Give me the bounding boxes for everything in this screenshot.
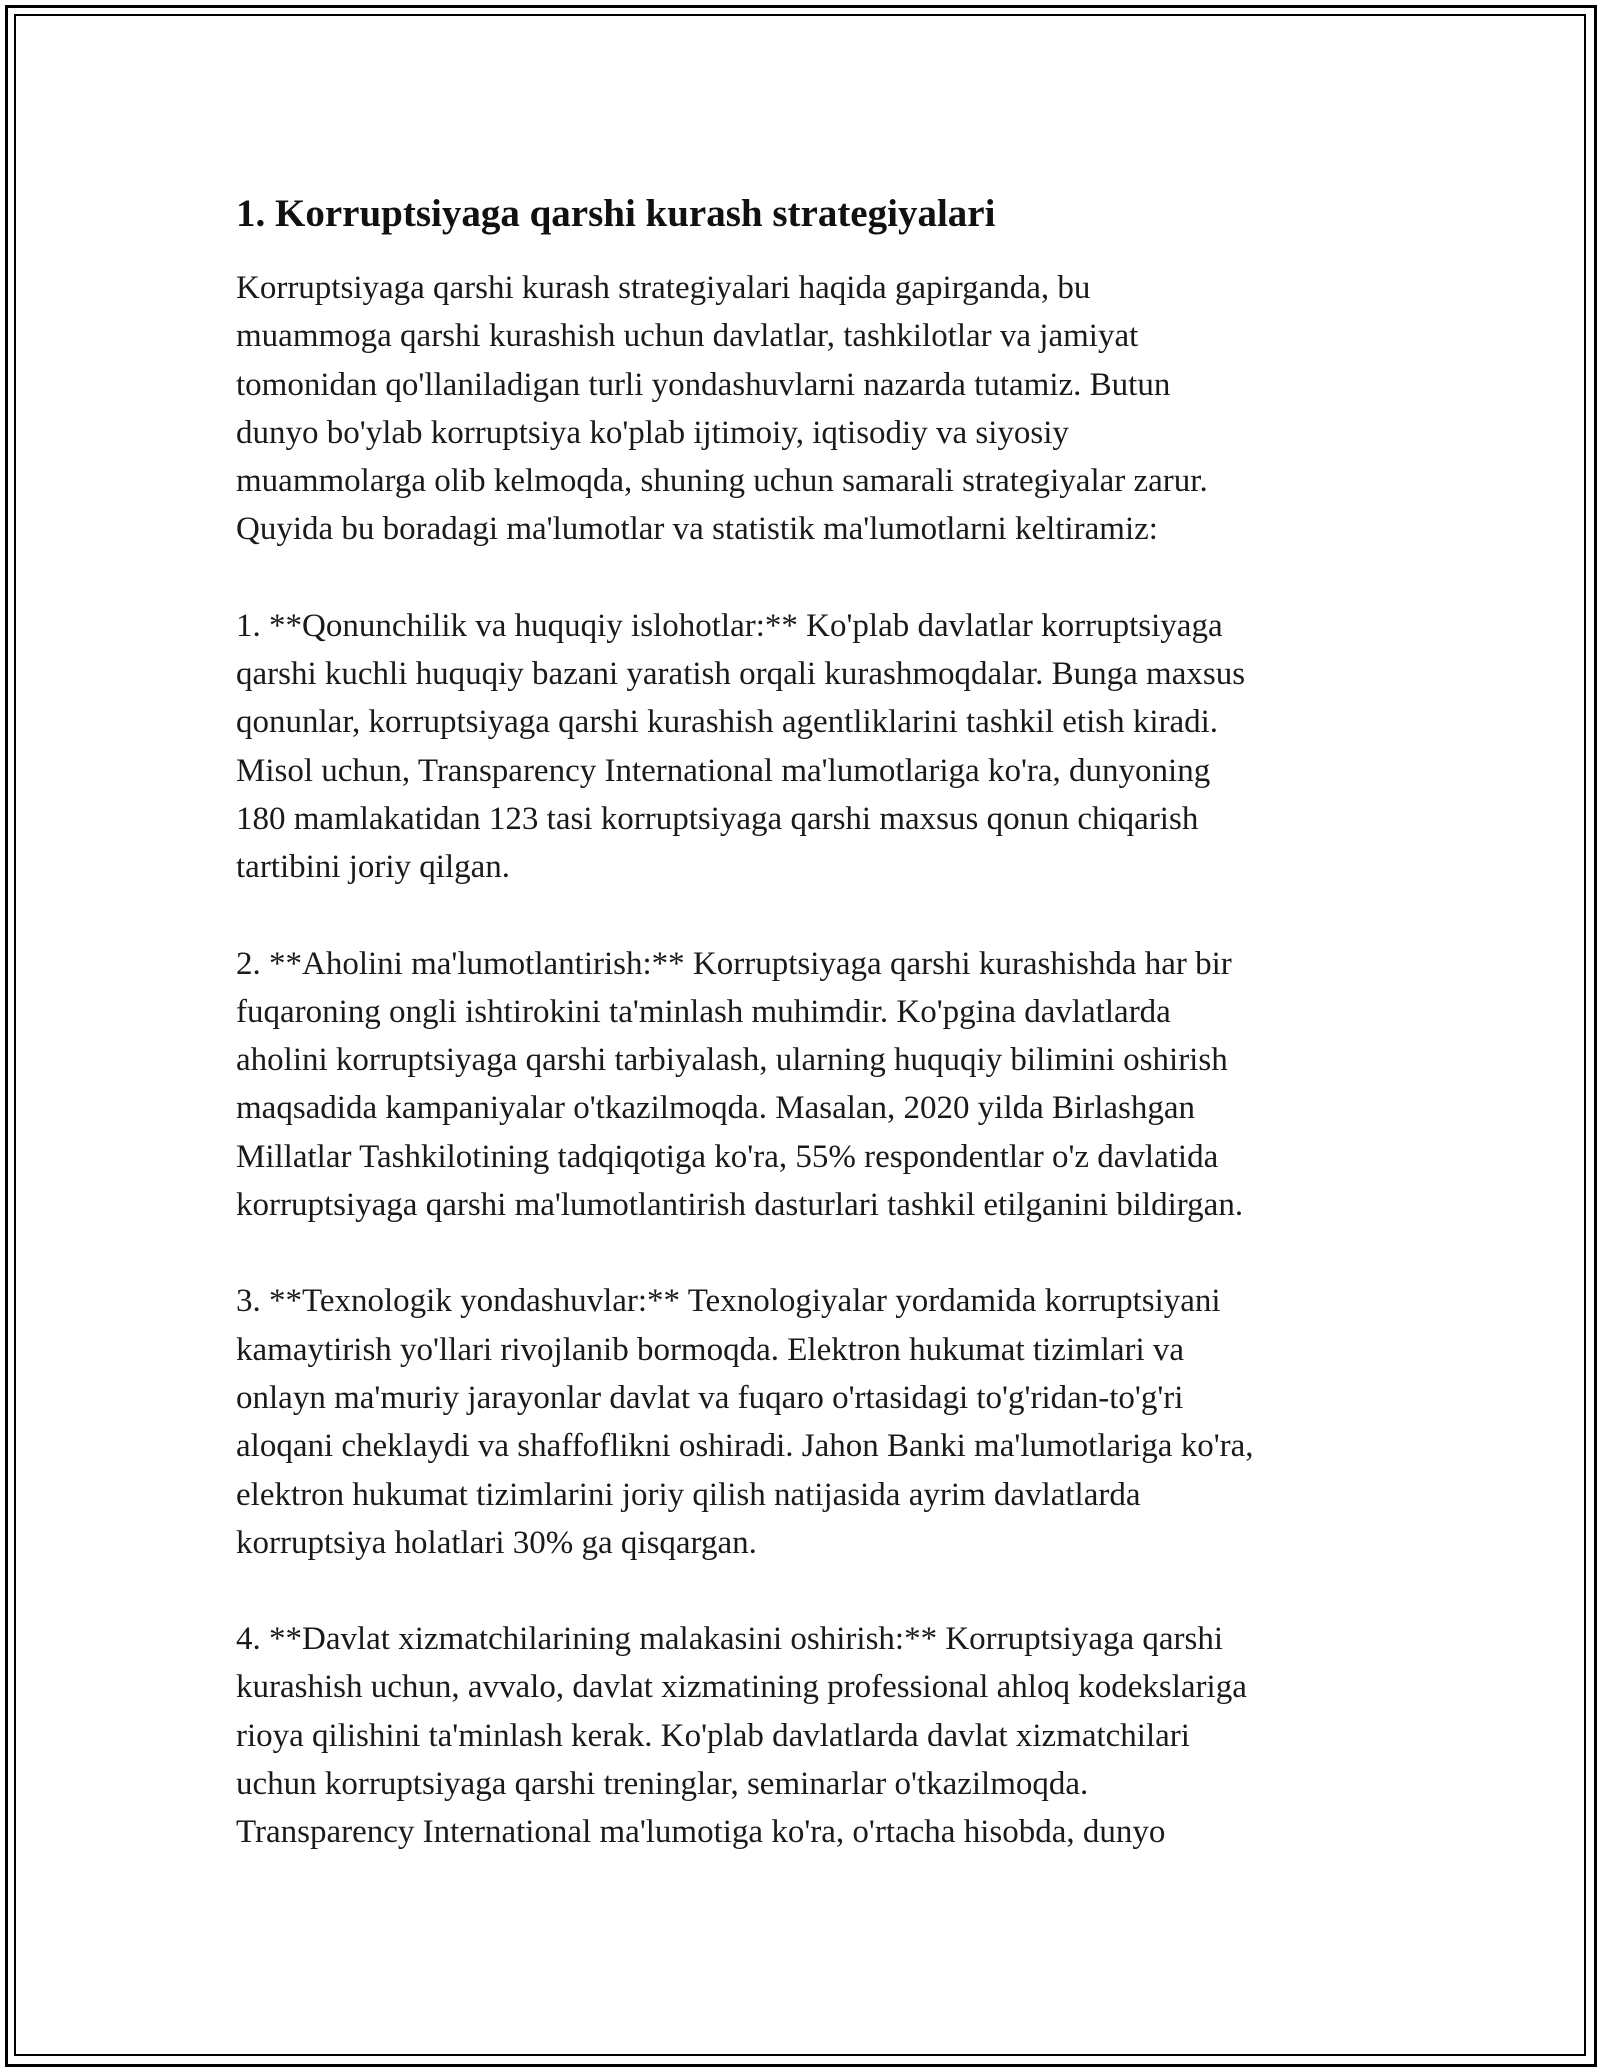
document-body [236, 188, 1376, 1905]
list-item-civil-servants: 4. **Davlat xizmatchilarining malakasini oshirish:** Korruptsiyaga qarshi kurashish uchun, avvalo, davlat xizmatining professional ahloq kodekslariga rioya qilishini ta'minlash kerak. Ko'plab davlatlarda davlat xizmatchilari uchun korruptsiyaga qarshi treninglar, seminarlar o'tkazilmoqda. Transparency International ma'lumotiga ko'ra, o'rtacha hisobda, dunyo [236, 1621, 1247, 1851]
intro-paragraph: Korruptsiyaga qarshi kurash strategiyalari haqida gapirganda, bu muammoga qarshi kurashish uchun davlatlar, tashkilotlar va jamiyat tomonidan qo'llaniladigan turli yondashuvlarni nazarda tutamiz. Butun dunyo bo'ylab korruptsiya ko'plab ijtimoiy, iqtisodiy va siyosiy muammolarga olib kelmoqda, shuning uchun samarali strategiyalar zarur. Quyida bu boradagi ma'lumotlar va statistik ma'lumotlarni keltiramiz: [236, 270, 1208, 548]
list-item-legislation: 1. **Qonunchilik va huquqiy islohotlar:** Ko'plab davlatlar korruptsiyaga qarshi kuchli huquqiy bazani yaratish orqali kurashmoqdalar. Bunga maxsus qonunlar, korruptsiyaga qarshi kurashish agentliklarini tashkil etish kiradi. Misol uchun, Transparency International ma'lumotlariga ko'ra, dunyoning 180 mamlakatidan 123 tasi korruptsiyaga qarshi maxsus qonun chiqarish tartibini joriy qilgan. [236, 607, 1246, 886]
list-item-public-awareness: 2. **Aholini ma'lumotlantirish:** Korruptsiyaga qarshi kurashishda har bir fuqaroning ongli ishtirokini ta'minlash muhimdir. Ko'pgina davlatlarda aholini korruptsiyaga qarshi tarbiyalash, ularning huquqiy bilimini oshirish maqsadida kampaniyalar o'tkazilmoqda. Masalan, 2020 yilda Birlashgan Millatlar Tashkilotining tadqiqotiga ko'ra, 55% respondentlar o'z davlatida korruptsiyaga qarshi ma'lumotlantirish dasturlari tashkil etilganini bildirgan. [236, 945, 1244, 1224]
list-item-technology: 3. **Texnologik yondashuvlar:** Texnologiyalar yordamida korruptsiyani kamaytirish yo'llari rivojlanib bormoqda. Elektron hukumat tizimlari va onlayn ma'muriy jarayonlar davlat va fuqaro o'rtasidagi to'g'ridan-to'g'ri aloqani cheklaydi va shaffoflikni oshiradi. Jahon Banki ma'lumotlariga ko'ra, elektron hukumat tizimlarini joriy qilish natijasida ayrim davlatlarda korruptsiya holatlari 30% ga qisqargan. [236, 1283, 1254, 1561]
section-heading: 1. Korruptsiyaga qarshi kurash strategiyalari [236, 192, 996, 235]
